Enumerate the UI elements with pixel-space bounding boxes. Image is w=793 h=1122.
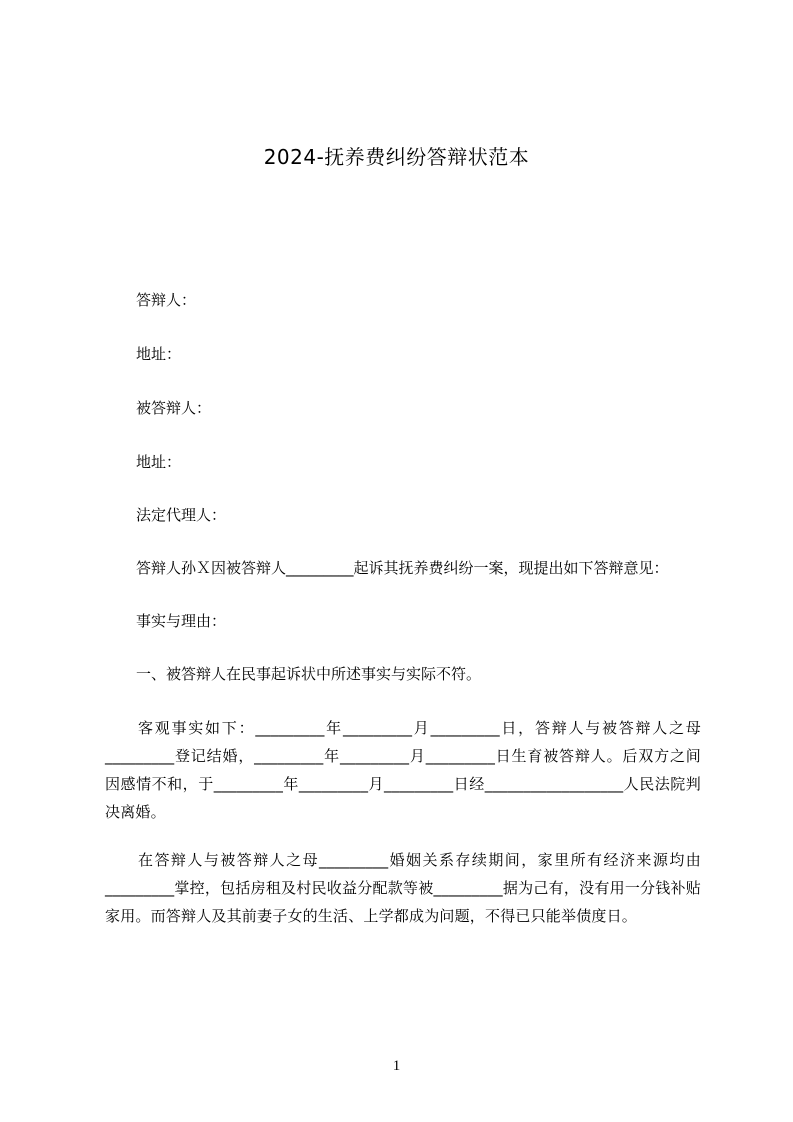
document-title: 2024-抚养费纠纷答辩状范本 [263, 145, 530, 169]
respondent-address-field: 地址： [136, 345, 182, 363]
facts-heading: 事实与理由： [136, 612, 227, 630]
section-one-heading: 一、被答辩人在民事起诉状中所述事实与实际不符。 [136, 665, 482, 683]
page-number: 1 [392, 1058, 401, 1074]
intro-statement: 答辩人孙Ｘ因被答辩人_________起诉其抚养费纠纷一案，现提出如下答辩意见： [136, 559, 669, 577]
plaintiff-address-field: 地址： [136, 453, 182, 471]
plaintiff-field: 被答辩人： [136, 399, 212, 417]
legal-representative-field: 法定代理人： [136, 506, 227, 524]
body-paragraph-1: 客观事实如下：_________年_________月_________日，答辩人与被答辩人之母_________登记结婚，_________年_________月_________日生育被答辩人。后双方之间因感情不和，于_________年_________月_________日经__________________人民法院判决离婚。 [105, 719, 701, 821]
body-paragraph-2: 在答辩人与被答辩人之母_________婚姻关系存续期间，家里所有经济来源均由_________掌控，包括房租及村民收益分配款等被_________据为己有，没有用一分钱补贴家用。而答辩人及其前妻子女的生活、上学都成为问题，不得已只能举债度日。 [105, 851, 701, 925]
respondent-field: 答辩人： [136, 291, 197, 309]
